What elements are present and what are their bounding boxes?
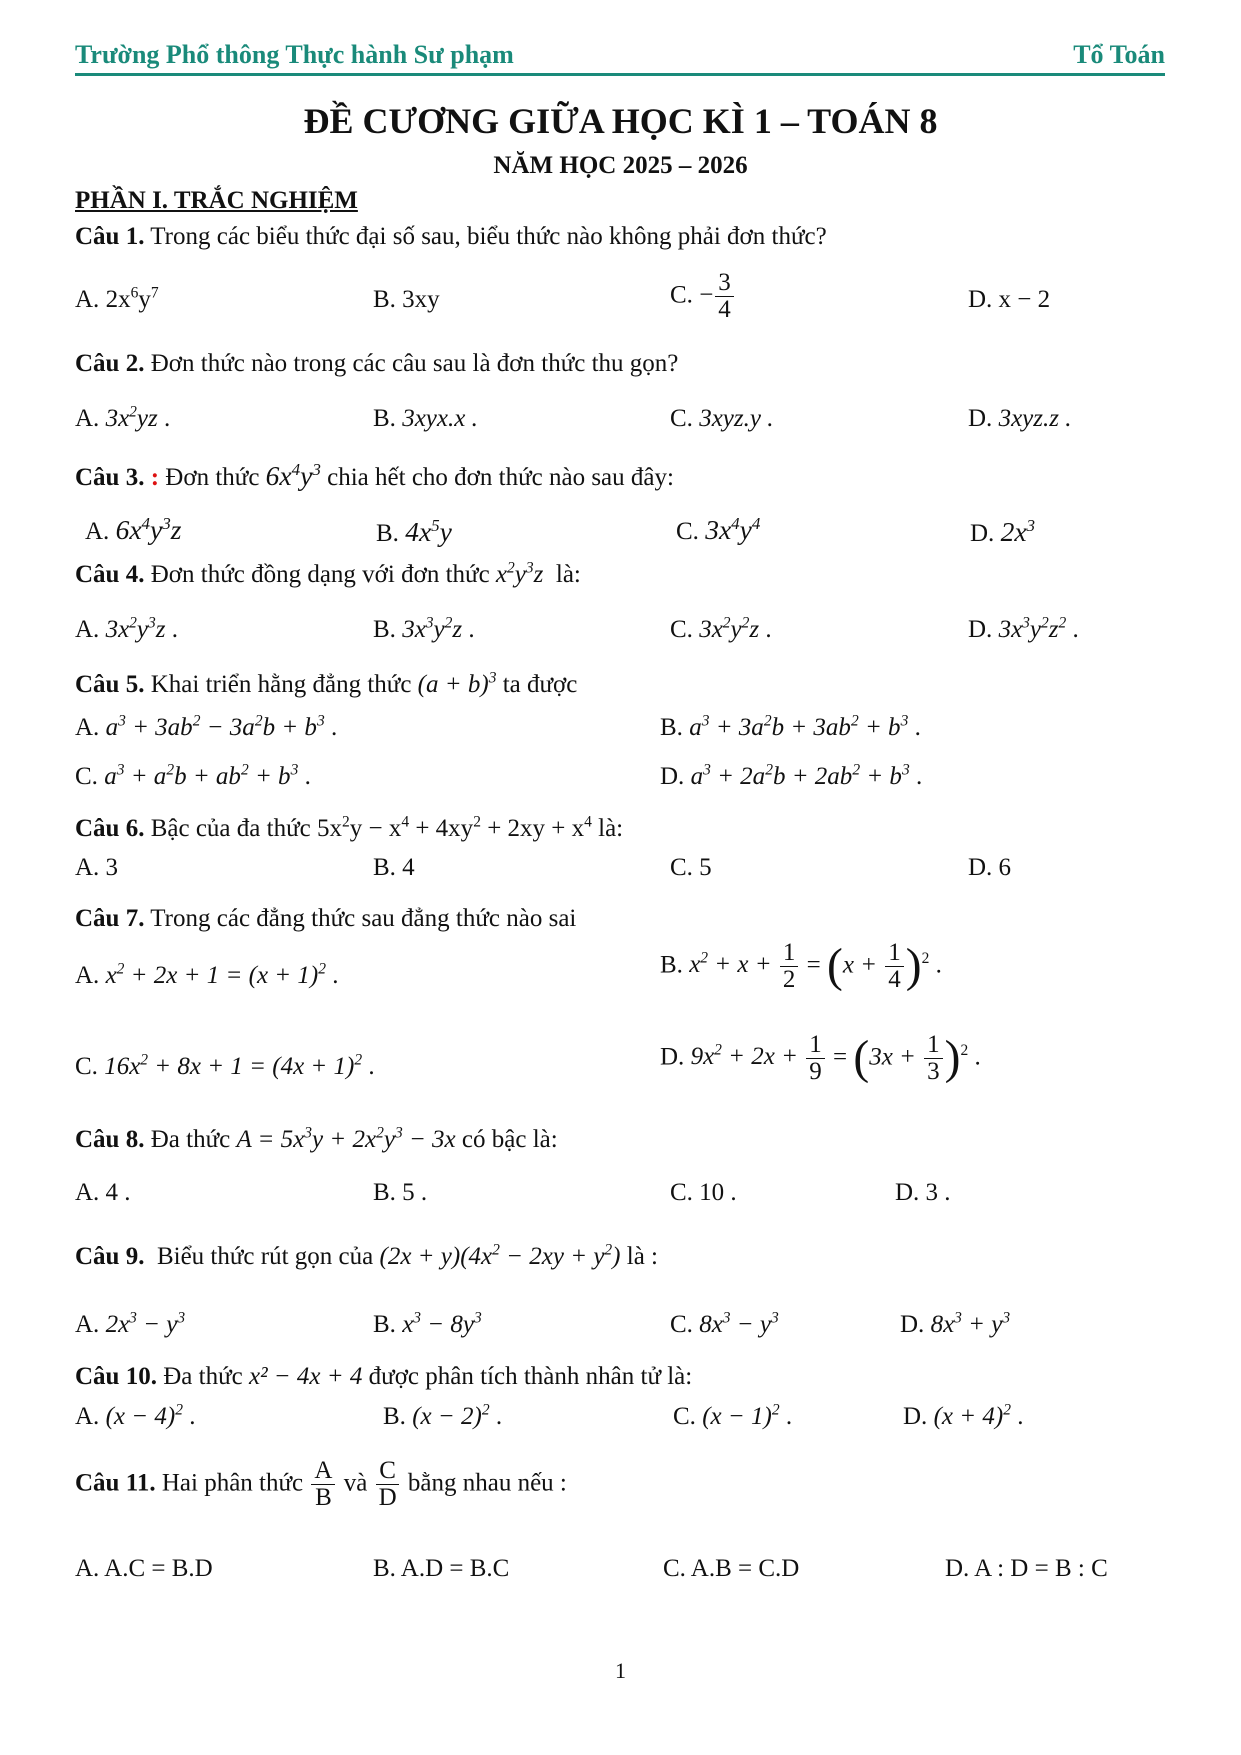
q7-option-c[interactable]: C. $16x^2 + 8x + 1 = (4x + 1)^2$ . (75, 1051, 375, 1080)
q3-label: Câu 3. (75, 464, 145, 491)
q2-option-d[interactable]: D. 3xyz.z . (968, 405, 1072, 432)
q11-option-b[interactable]: B. A.D = B.C (373, 1555, 510, 1582)
q10-option-d[interactable]: D. $(x + 4)^2$ . (903, 1401, 1024, 1430)
q8-option-b[interactable]: B. 5 . (373, 1179, 428, 1206)
q4-option-d[interactable]: D. $3x^3y^2z^2$ . (968, 614, 1079, 643)
q10-option-c[interactable]: C. $(x - 1)^2$ . (673, 1401, 793, 1430)
q2-label: Câu 2. (75, 350, 145, 377)
question-5: Câu 5. Khai triển hằng đẳng thức $(a + b)^3$ ta được (75, 669, 578, 698)
q3-option-a[interactable]: A. $6x^4y^3z$ (85, 513, 182, 545)
q9-option-d[interactable]: D. $8x^3 + y^3$ (900, 1309, 1011, 1338)
q11-label: Câu 11. (75, 1469, 156, 1497)
q6-label: Câu 6. (75, 815, 145, 842)
q5-option-a[interactable]: A. $a^3 + 3ab^2 - 3a^2b + b^3$ . (75, 712, 338, 741)
q6-option-d[interactable]: D. 6 (968, 854, 1012, 881)
header-rule (75, 73, 1165, 76)
q2-text: Đơn thức nào trong các câu sau là đơn thức thu gọn? (150, 350, 679, 377)
q1-label: Câu 1. (75, 223, 145, 250)
q8-option-d[interactable]: D. 3 . (895, 1179, 951, 1206)
q7-option-a[interactable]: A. $x^2 + 2x + 1 = (x + 1)^2$ . (75, 960, 339, 989)
section-heading: PHẦN I. TRẮC NGHIỆM (75, 187, 358, 214)
q1-option-c[interactable]: C. − $\frac{3}{4}$ (670, 270, 736, 324)
q11-option-d[interactable]: D. A : D = B : C (945, 1555, 1108, 1582)
question-9: Câu 9. Biểu thức rút gọn của $(2x + y)(4x^2 - 2xy + y^2)$ là : (75, 1241, 658, 1270)
q7-option-b[interactable]: B. $x^2 + x$ + $\frac{1}{2}$ = (x + $\frac{1}{4}$ )$^2$ . (660, 939, 942, 994)
question-3: Câu 3. : Đơn thức $6x^4y^3$ chia hết cho đơn thức nào sau đây: (75, 459, 674, 491)
q6-option-a[interactable]: A. 3 (75, 854, 119, 881)
q8-option-a[interactable]: A. 4 . (75, 1179, 131, 1206)
page-number: 1 (615, 1658, 626, 1683)
page-title: ĐỀ CƯƠNG GIỮA HỌC KÌ 1 – TOÁN 8 (303, 101, 938, 141)
question-1 (75, 224, 827, 249)
q1-option-b[interactable]: B. 3xy (373, 286, 440, 313)
q8-option-c[interactable]: C. 10 . (670, 1179, 737, 1206)
q10-option-a[interactable]: A. $(x - 4)^2$ . (75, 1401, 196, 1430)
question-8: Câu 8. Đa thức $A = 5x^3y + 2x^2y^3 - 3x$ có bậc là: (75, 1124, 558, 1153)
q5-option-c[interactable]: C. $a^3 + a^2b + ab^2 + b^3$ . (75, 761, 311, 790)
question-7: Câu 7. Trong các đẳng thức sau đẳng thức nào sai (75, 905, 577, 932)
q2-option-b[interactable]: B. 3xyx.x . (373, 405, 478, 432)
q1-option-d[interactable]: D. x − 2 (968, 286, 1051, 313)
q7-option-d[interactable]: D. $9x^2 + 2x$ + $\frac{1}{9}$ = (3x + $\frac{1}{3}$ )$^2$ . (660, 1031, 981, 1086)
q3-option-b[interactable]: B. $4x^5y$ (376, 515, 452, 547)
q10-option-b[interactable]: B. $(x - 2)^2$ . (383, 1401, 503, 1430)
q9-option-a[interactable]: A. $2x^3 - y^3$ (75, 1309, 186, 1338)
q6-option-c[interactable]: C. 5 (670, 854, 712, 881)
q10-label: Câu 10. (75, 1363, 157, 1390)
department-name: Tổ Toán (1073, 40, 1165, 69)
question-2 (75, 351, 678, 376)
q6-option-b[interactable]: B. 4 (373, 854, 415, 881)
q4-label: Câu 4. (75, 561, 145, 588)
q7-label: Câu 7. (75, 905, 145, 932)
q1-option-a[interactable]: A. $2x^6y^7$ (75, 284, 159, 313)
q4-option-a[interactable]: A. $3x^2y^3z$ . (75, 614, 179, 643)
q2-option-a[interactable]: A. $3x^2yz$ . (75, 403, 171, 432)
q3-option-d[interactable]: D. $2x^3$ (970, 515, 1036, 547)
q9-option-c[interactable]: C. $8x^3 - y^3$ (670, 1309, 779, 1338)
q3-option-c[interactable]: C. $3x^4y^4$ (676, 513, 761, 545)
question-10: Câu 10. Đa thức x² − 4x + 4 được phân tích thành nhân tử là: (75, 1363, 693, 1390)
q11-option-a[interactable]: A. A.C = B.D (75, 1555, 213, 1582)
question-11: Câu 11. Hai phân thức $\frac{A}{B}$ và $\frac{C}{D}$ bằng nhau nếu : (75, 1457, 567, 1512)
q1-text: Trong các biểu thức đại số sau, biểu thức nào không phải đơn thức? (150, 223, 827, 250)
q9-label: Câu 9. (75, 1243, 145, 1270)
q4-option-b[interactable]: B. $3x^3y^2z$ . (373, 614, 475, 643)
q8-label: Câu 8. (75, 1126, 145, 1153)
question-6: Câu 6. Bậc của đa thức $5x^2y - x^4 + 4xy^2 + 2xy + x^4$ là: (75, 813, 624, 842)
q5-option-b[interactable]: B. $a^3 + 3a^2b + 3ab^2 + b^3$ . (660, 712, 921, 741)
q4-option-c[interactable]: C. $3x^2y^2z$ . (670, 614, 772, 643)
q9-option-b[interactable]: B. $x^3 - 8y^3$ (373, 1309, 482, 1338)
q2-option-c[interactable]: C. 3xyz.y . (670, 405, 774, 432)
school-name: Trường Phổ thông Thực hành Sư phạm (75, 40, 514, 69)
q5-label: Câu 5. (75, 671, 145, 698)
page-subtitle: NĂM HỌC 2025 – 2026 (493, 152, 748, 179)
q11-option-c[interactable]: C. A.B = C.D (663, 1555, 800, 1582)
question-4: Câu 4. Đơn thức đồng dạng với đơn thức $x^2y^3z$ là: (75, 559, 581, 588)
q5-option-d[interactable]: D. $a^3 + 2a^2b + 2ab^2 + b^3$ . (660, 761, 923, 790)
